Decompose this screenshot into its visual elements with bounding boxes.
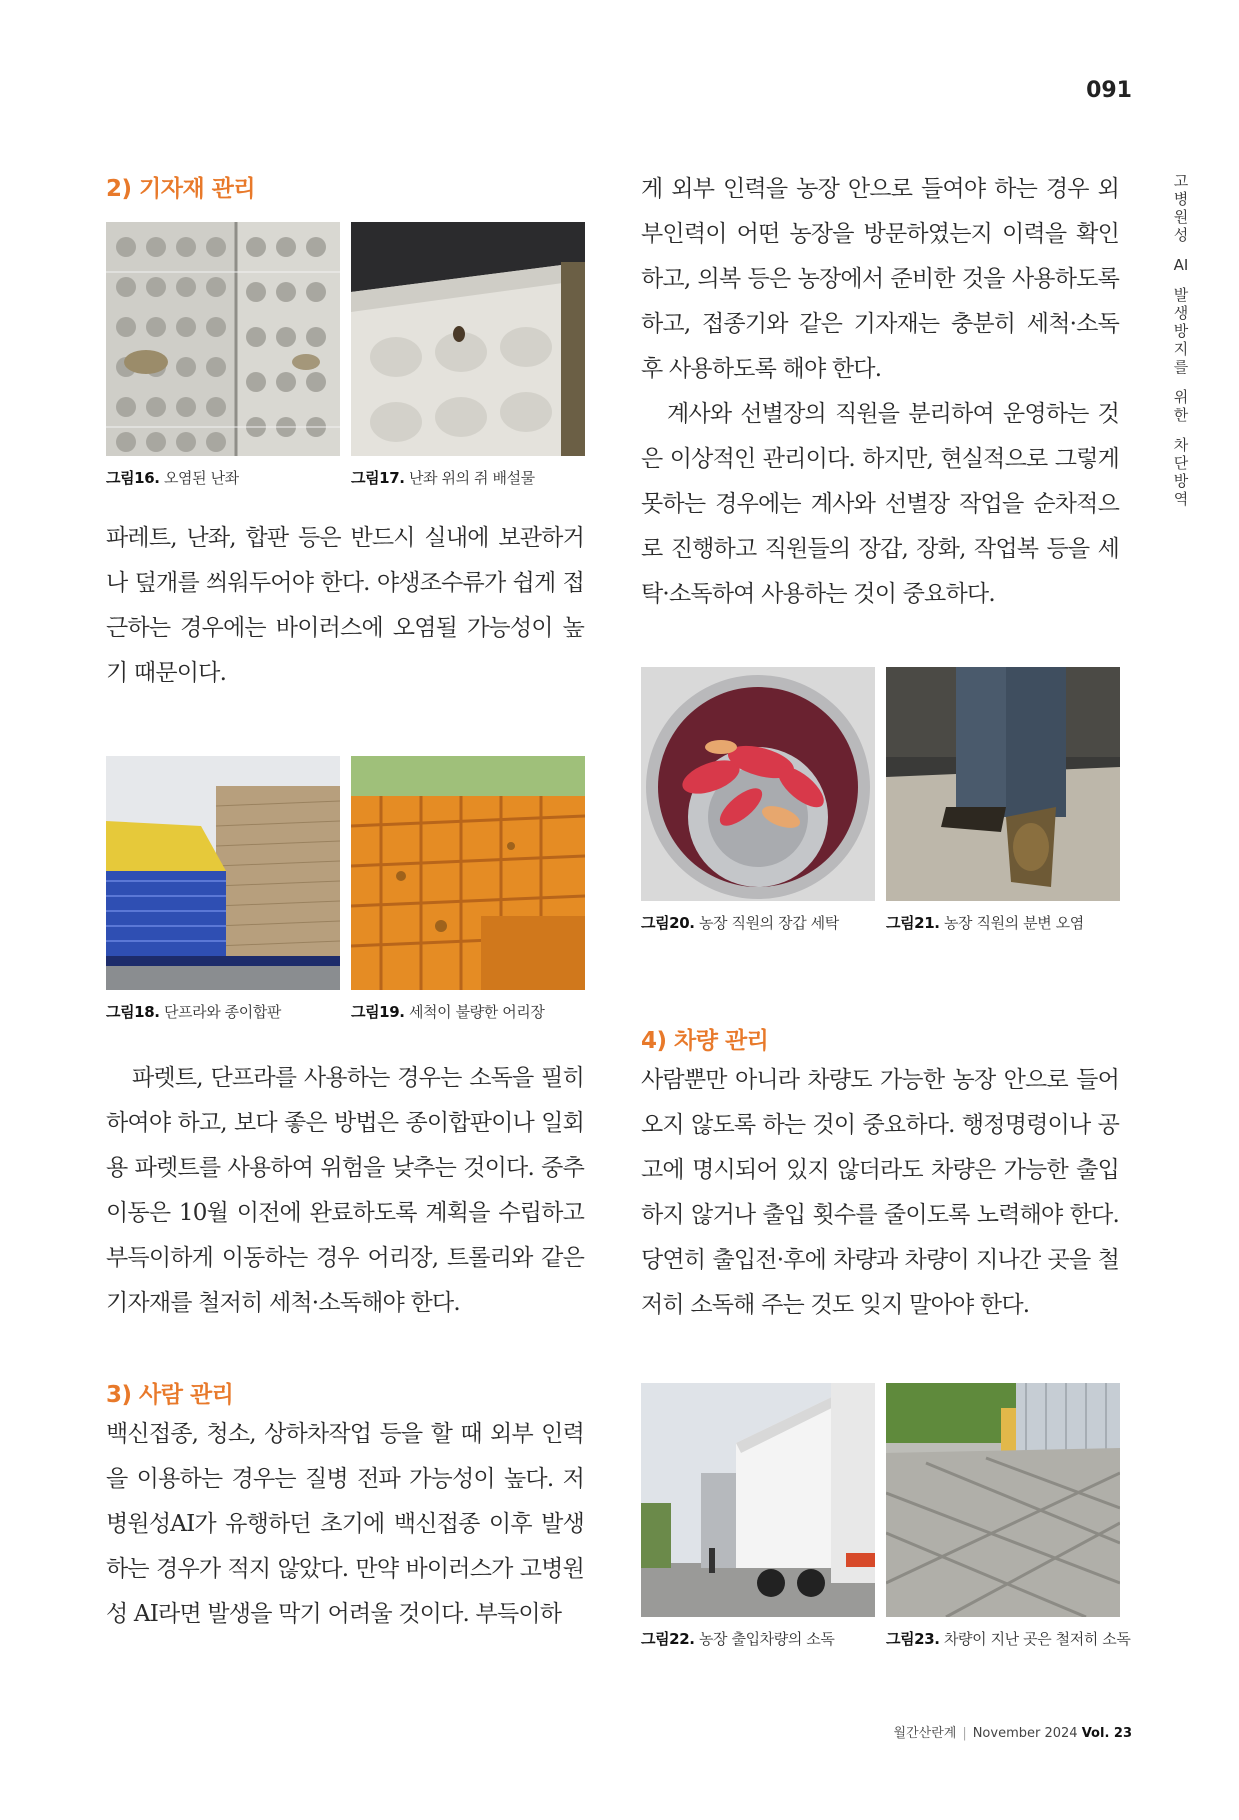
side-title-char: [1168, 274, 1194, 286]
figure-23-image: [886, 1383, 1120, 1617]
side-title: [1168, 172, 1194, 508]
figure-22-caption: 그림22. 농장 출입차량의 소독: [641, 1630, 835, 1648]
side-title-char: 한: [1173, 406, 1189, 424]
figure-20-caption: 그림20. 농장 직원의 장갑 세탁: [641, 914, 839, 932]
section-heading-vehicles: 4) 차량 관리: [641, 1028, 769, 1054]
side-title-char: [1168, 424, 1194, 436]
figure-22-image: [641, 1383, 875, 1617]
figure-16-image: [106, 222, 340, 456]
figure-18-caption: 그림18. 단프라와 종이합판: [106, 1003, 282, 1021]
side-title-char: 방: [1173, 322, 1189, 340]
footer-magazine: 월간산란계: [893, 1726, 957, 1741]
figure-19-image: [351, 756, 585, 990]
equipment-paragraph-2: 파렛트, 단프라를 사용하는 경우는 소독을 필히 하여야 하고, 보다 좋은 방법은 종이합판이나 일회용 파렛트를 사용하여 위험을 낮추는 것이다. 중추이동은 10월 이전에 완료하도록 계획을 수립하고 부득이하게 이동하는 경우 어리장, 트롤리와 같은 기자재를 철저히 세척·소독해야 한다.: [106, 1065, 584, 1316]
vehicles-paragraph-1: 사람뿐만 아니라 차량도 가능한 농장 안으로 들어오지 않도록 하는 것이 중요하다. 행정명령이나 공고에 명시되어 있지 않더라도 차량은 가능한 출입하지 않거나 출입 횟수를 줄이도록 노력해야 한다. 당연히 출입전·후에 차량과 차량이 지나간 곳을 철저히 소독해 주는 것도 잊지 말아야 한다.: [641, 1067, 1119, 1318]
figure-17-caption: 그림17. 난좌 위의 쥐 배설물: [351, 469, 535, 487]
side-title-char: 위: [1173, 388, 1189, 406]
side-title-char: AI: [1173, 256, 1189, 274]
side-title-char: 고: [1173, 172, 1189, 190]
page-footer: 월간산란계 | November 2024 Vol. 23: [893, 1726, 1132, 1741]
figure-23-caption: 그림23. 차량이 지난 곳은 철저히 소독: [886, 1630, 1131, 1648]
side-title-char: 방: [1173, 472, 1189, 490]
figure-19-caption: 그림19. 세척이 불량한 어리장: [351, 1003, 545, 1021]
figure-17-image: [351, 222, 585, 456]
equipment-paragraph-1: 파레트, 난좌, 합판 등은 반드시 실내에 보관하거나 덮개를 씌워두어야 한다. 야생조수류가 쉽게 접근하는 경우에는 바이러스에 오염될 가능성이 높기 때문이다.: [106, 525, 584, 686]
side-title-char: [1168, 376, 1194, 388]
section-heading-equipment: 2) 기자재 관리: [106, 176, 256, 202]
side-title-char: [1168, 244, 1194, 256]
people-paragraph-2: 게 외부 인력을 농장 안으로 들여야 하는 경우 외부인력이 어떤 농장을 방문하였는지 이력을 확인하고, 의복 등은 농장에서 준비한 것을 사용하도록 하고, 접종기와 같은 기자재는 충분히 세척·소독 후 사용하도록 해야 한다.: [641, 176, 1119, 382]
side-title-char: 병: [1173, 190, 1189, 208]
side-title-char: 지: [1173, 340, 1189, 358]
people-paragraph-1: 백신접종, 청소, 상하차작업 등을 할 때 외부 인력을 이용하는 경우는 질병 전파 가능성이 높다. 저병원성AI가 유행하던 초기에 백신접종 이후 발생하는 경우가 적지 않았다. 만약 바이러스가 고병원성 AI라면 발생을 막기 어려울 것이다. 부득이하: [106, 1421, 584, 1627]
side-title-char: 차: [1173, 436, 1189, 454]
side-title-char: 단: [1173, 454, 1189, 472]
side-title-char: 생: [1173, 304, 1189, 322]
side-title-char: 역: [1173, 490, 1189, 508]
footer-date: November 2024: [972, 1726, 1078, 1741]
figure-18-image: [106, 756, 340, 990]
figure-21-image: [886, 667, 1120, 901]
footer-volume: Vol. 23: [1081, 1726, 1132, 1741]
people-paragraph-3: 계사와 선별장의 직원을 분리하여 운영하는 것은 이상적인 관리이다. 하지만, 현실적으로 그렇게 못하는 경우에는 계사와 선별장 작업을 순차적으로 진행하고 직원들의 장갑, 장화, 작업복 등을 세탁·소독하여 사용하는 것이 중요하다.: [641, 401, 1119, 607]
figure-21-caption: 그림21. 농장 직원의 분변 오염: [886, 914, 1084, 932]
side-title-char: 원: [1173, 208, 1189, 226]
side-title-char: 성: [1173, 226, 1189, 244]
side-title-char: 를: [1173, 358, 1189, 376]
side-title-char: 발: [1173, 286, 1189, 304]
section-heading-people: 3) 사람 관리: [106, 1382, 234, 1408]
figure-20-image: [641, 667, 875, 901]
figure-16-caption: 그림16. 오염된 난좌: [106, 469, 239, 487]
page-number: 091: [1086, 78, 1132, 103]
